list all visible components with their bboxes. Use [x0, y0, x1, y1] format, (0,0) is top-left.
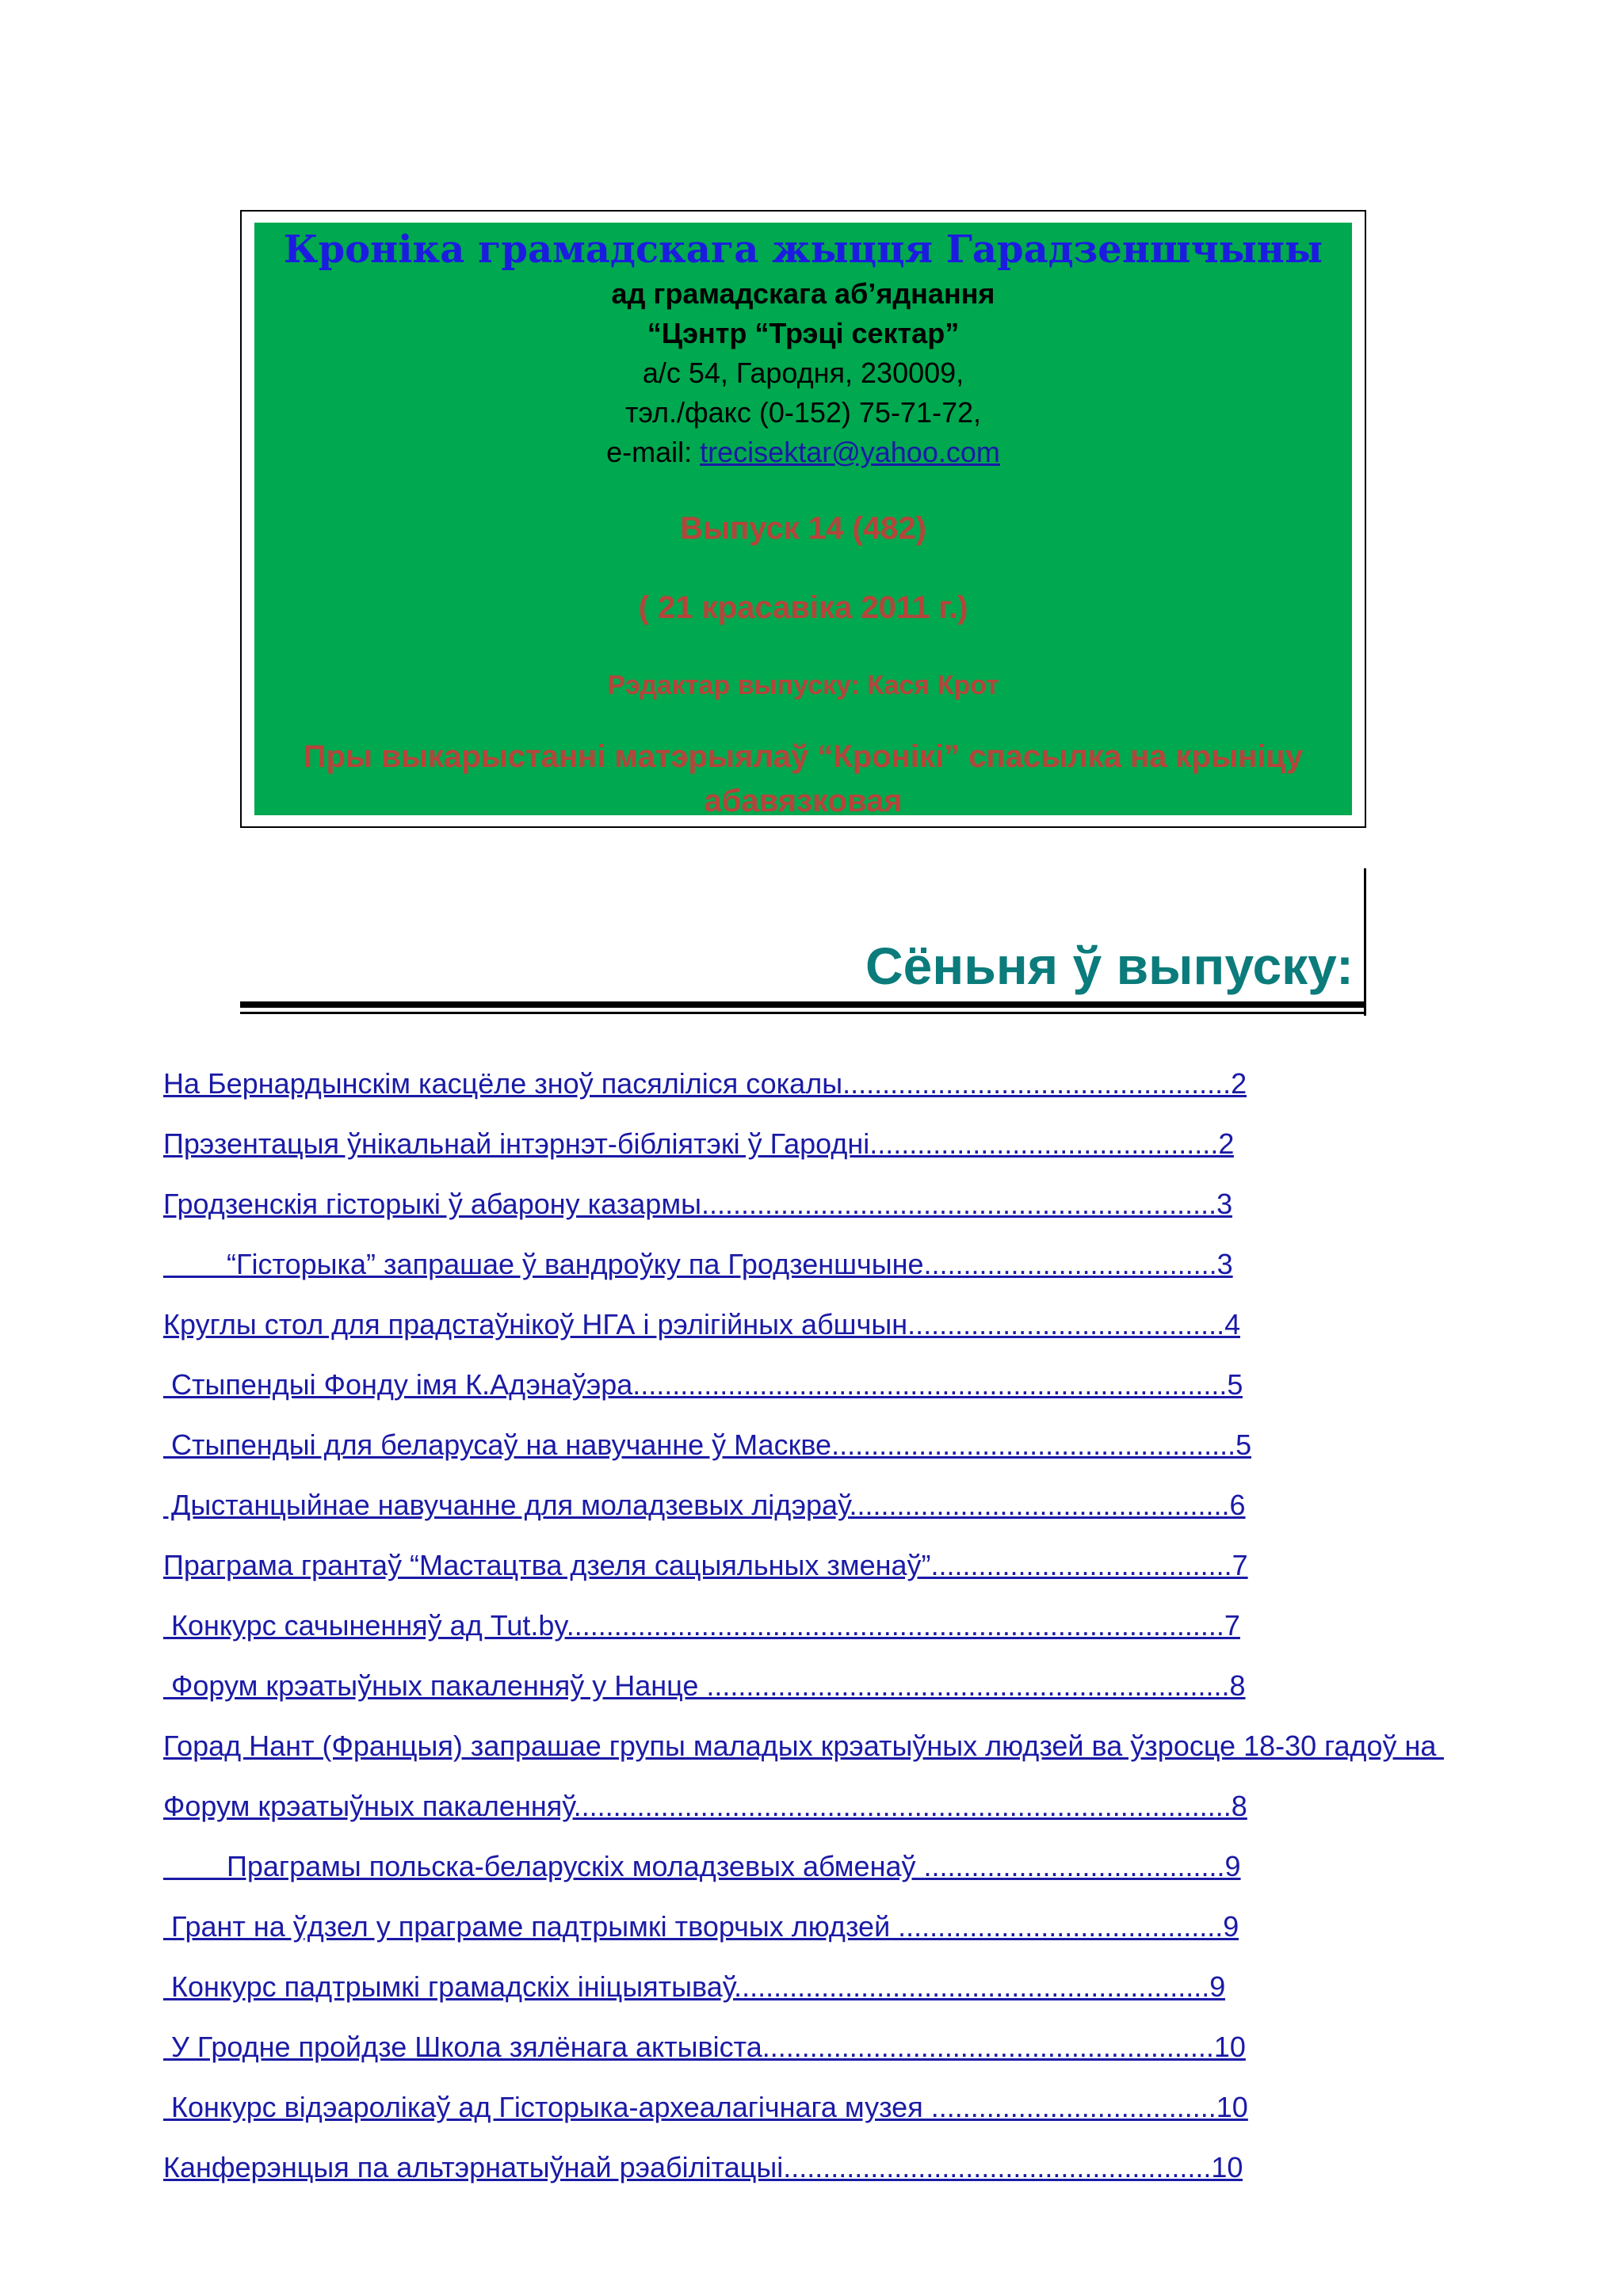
copyright-notice-line-1: Пры выкарыстанні матэрыялаў “Кронікі” спасылка на крыніцу: [303, 739, 1304, 774]
postal-address: а/с 54, Гародня, 230009,: [642, 357, 964, 389]
toc-item[interactable]: Форум крэатыўных пакаленняў у Нанце ..................................................................8: [163, 1669, 1246, 1702]
toc-item[interactable]: Праграма грантаў “Мастацтва дзеля сацыяльных зменаў”......................................7: [163, 1549, 1248, 1581]
toc-item[interactable]: Горад Нант (Францыя) запрашае групы маладых крэатыўных людзей ва ўзросце 18-30 гадоў на: [163, 1730, 1445, 1762]
toc-item[interactable]: Стыпендыі для беларусаў на навучанне ў Маскве...................................................5: [163, 1428, 1252, 1461]
email-label: e-mail:: [606, 436, 701, 468]
toc-item[interactable]: Грант на ўдзел у праграме падтрымкі творчых людзей .........................................9: [163, 1910, 1239, 1943]
email-link[interactable]: trecisektar@yahoo.com: [700, 436, 1000, 468]
toc-heading: Сёньня ў выпуску:: [865, 936, 1354, 995]
toc-item[interactable]: “Гісторыка” запрашае ў вандроўку па Гродзеншчыне.....................................3: [163, 1248, 1233, 1280]
toc-item[interactable]: Конкурс відэаролікаў ад Гісторыка-археалагічнага музея ....................................10: [163, 2091, 1248, 2123]
publication-title: Кроніка грамадскага жыцця Гарадзеншчыны: [283, 227, 1323, 272]
toc-item[interactable]: Конкурс падтрымкі грамадскіх ініцыятываў............................................................9: [163, 1970, 1226, 2003]
phone-fax: тэл./факс (0-152) 75-71-72,: [624, 396, 982, 429]
issue-number: Выпуск 14 (482): [680, 511, 926, 546]
toc-item[interactable]: Прэзентацыя ўнікальнай інтэрнэт-бібліятэкі ў Гародні............................................2: [163, 1127, 1235, 1160]
toc-item[interactable]: Канферэнцыя па альтэрнатыўнай рэабілітацыі......................................................10: [163, 2151, 1243, 2183]
copyright-notice-line-2: абавязковая: [704, 784, 903, 818]
toc-item[interactable]: Стыпендыі Фонду імя К.Адэнаўэра...........................................................................5: [163, 1368, 1243, 1401]
organization-name: “Цэнтр “Трэці сектар”: [647, 317, 960, 349]
toc-item[interactable]: Дыстанцыйнае навучанне для моладзевых лідэраў................................................6: [163, 1489, 1246, 1521]
toc-item[interactable]: Форум крэатыўных пакаленняў...................................................................................8: [163, 1790, 1247, 1822]
toc-item[interactable]: Праграмы польска-беларускіх моладзевых абменаў ......................................9: [163, 1850, 1241, 1882]
toc-item[interactable]: У Гродне пройдзе Школа зялёнага актывіста.........................................................10: [163, 2031, 1246, 2063]
toc-item[interactable]: На Бернардынскім касцёле зноў пасяліліся сокалы.................................................2: [163, 1067, 1247, 1100]
toc-item[interactable]: Гродзенскія гісторыкі ў абарону казармы.................................................................3: [163, 1188, 1233, 1220]
publisher-line: ад грамадскага аб’яднання: [611, 277, 995, 310]
editor-line: Рэдактар выпуску: Кася Крот: [607, 670, 999, 700]
issue-date: ( 21 красавіка 2011 г.): [638, 590, 968, 625]
toc-item[interactable]: Конкурс сачыненняў ад Tut.by...................................................................................7: [163, 1609, 1240, 1642]
toc-item[interactable]: Круглы стол для прадстаўнікоў НГА і рэлігійных абшчын........................................4: [163, 1308, 1241, 1341]
